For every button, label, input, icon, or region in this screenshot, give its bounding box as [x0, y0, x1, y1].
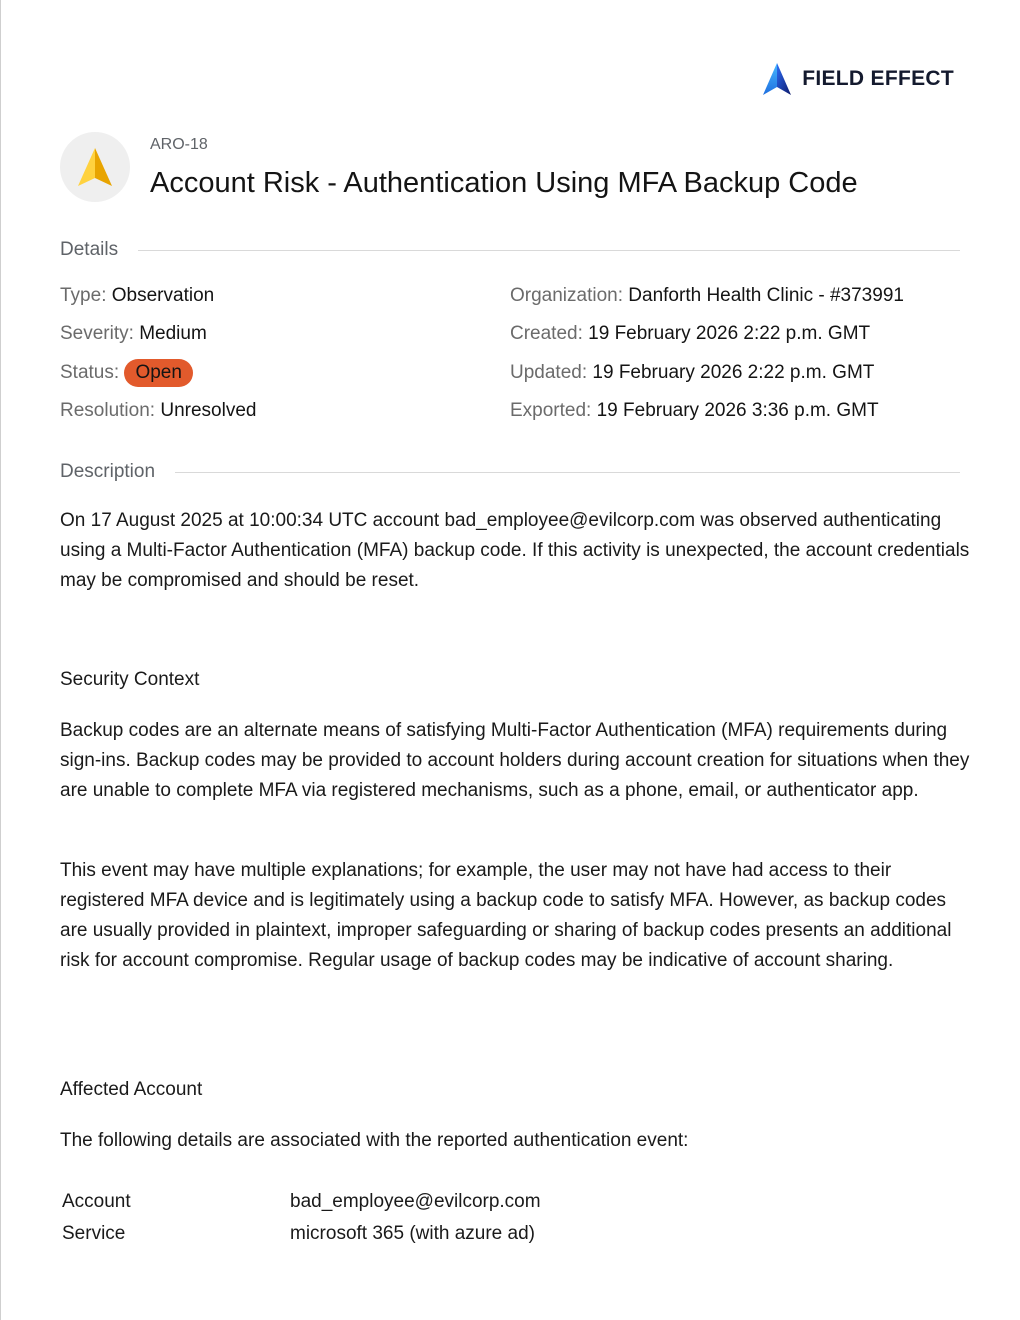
- description-divider: [175, 472, 960, 473]
- detail-organization: [510, 283, 904, 309]
- ticket-avatar: [60, 132, 130, 202]
- detail-created-value: 19 February 2026 2:22 p.m. GMT: [588, 323, 871, 344]
- detail-type-label: Type:: [60, 285, 107, 306]
- description-section-heading: [60, 461, 960, 483]
- description-summary: On 17 August 2025 at 10:00:34 UTC account bad_employee@evilcorp.com was observed authenticating using a Multi-Factor Authentication (MFA) backup code. If this activity is unexpected, the account credentials may be compromised and should be reset.: [60, 510, 970, 591]
- warning-triangle-icon: [76, 146, 114, 188]
- detail-updated: [510, 360, 874, 386]
- detail-exported: [510, 398, 879, 424]
- affected-account-intro: The following details are associated with the reported authentication event:: [60, 1130, 689, 1151]
- status-badge: Open: [124, 359, 192, 387]
- field-effect-logo-icon: [762, 62, 792, 96]
- security-context-paragraph-1: Backup codes are an alternate means of satisfying Multi-Factor Authentication (MFA) requirements during sign-ins. Backup codes may be provided to account holders during account creation for situations when they are unable to complete MFA via registered mechanisms, such as a phone, email, or authenticator app.: [60, 720, 970, 801]
- detail-status-label: Status:: [60, 362, 120, 383]
- details-section-heading: [60, 239, 960, 261]
- detail-exported-value: 19 February 2026 3:36 p.m. GMT: [596, 400, 879, 421]
- table-row: [62, 1186, 541, 1218]
- security-context-paragraph-2: This event may have multiple explanations; for example, the user may not have had access to their registered MFA device and is legitimately using a backup code to satisfy MFA. However, as backup codes are usually provided in plaintext, improper safeguarding or sharing of backup codes presents an additional risk for account compromise. Regular usage of backup codes may be indicative of account sharing.: [60, 860, 952, 971]
- detail-updated-value: 19 February 2026 2:22 p.m. GMT: [592, 362, 875, 383]
- details-label: Details: [60, 239, 119, 260]
- security-context-heading: Security Context: [60, 669, 200, 690]
- detail-severity: [60, 321, 207, 347]
- page-left-border: [0, 0, 1, 1320]
- detail-organization-value: Danforth Health Clinic - #373991: [628, 285, 904, 306]
- account-value: bad_employee@evilcorp.com: [290, 1191, 541, 1212]
- affected-account-heading: Affected Account: [60, 1079, 203, 1100]
- service-key: Service: [62, 1223, 126, 1244]
- service-value: microsoft 365 (with azure ad): [290, 1223, 535, 1244]
- table-row: [62, 1218, 541, 1250]
- detail-severity-label: Severity:: [60, 323, 134, 344]
- detail-severity-value: Medium: [139, 323, 207, 344]
- brand-header: [762, 62, 954, 96]
- brand-name: FIELD EFFECT: [802, 67, 954, 90]
- detail-type-value: Observation: [111, 285, 215, 306]
- detail-resolution-label: Resolution:: [60, 400, 156, 421]
- detail-status: [60, 359, 193, 387]
- detail-organization-label: Organization:: [510, 285, 624, 306]
- detail-resolution: [60, 398, 256, 424]
- details-divider: [138, 250, 960, 251]
- detail-updated-label: Updated:: [510, 362, 588, 383]
- detail-exported-label: Exported:: [510, 400, 592, 421]
- detail-created: [510, 321, 870, 347]
- account-key: Account: [62, 1191, 131, 1212]
- page-title: Account Risk - Authentication Using MFA Backup Code: [150, 167, 858, 199]
- description-label: Description: [60, 461, 156, 482]
- detail-resolution-value: Unresolved: [160, 400, 257, 421]
- detail-created-label: Created:: [510, 323, 583, 344]
- ticket-id: ARO-18: [150, 136, 208, 153]
- ticket-header: [60, 132, 858, 202]
- affected-account-table: [62, 1186, 541, 1250]
- detail-type: [60, 283, 214, 309]
